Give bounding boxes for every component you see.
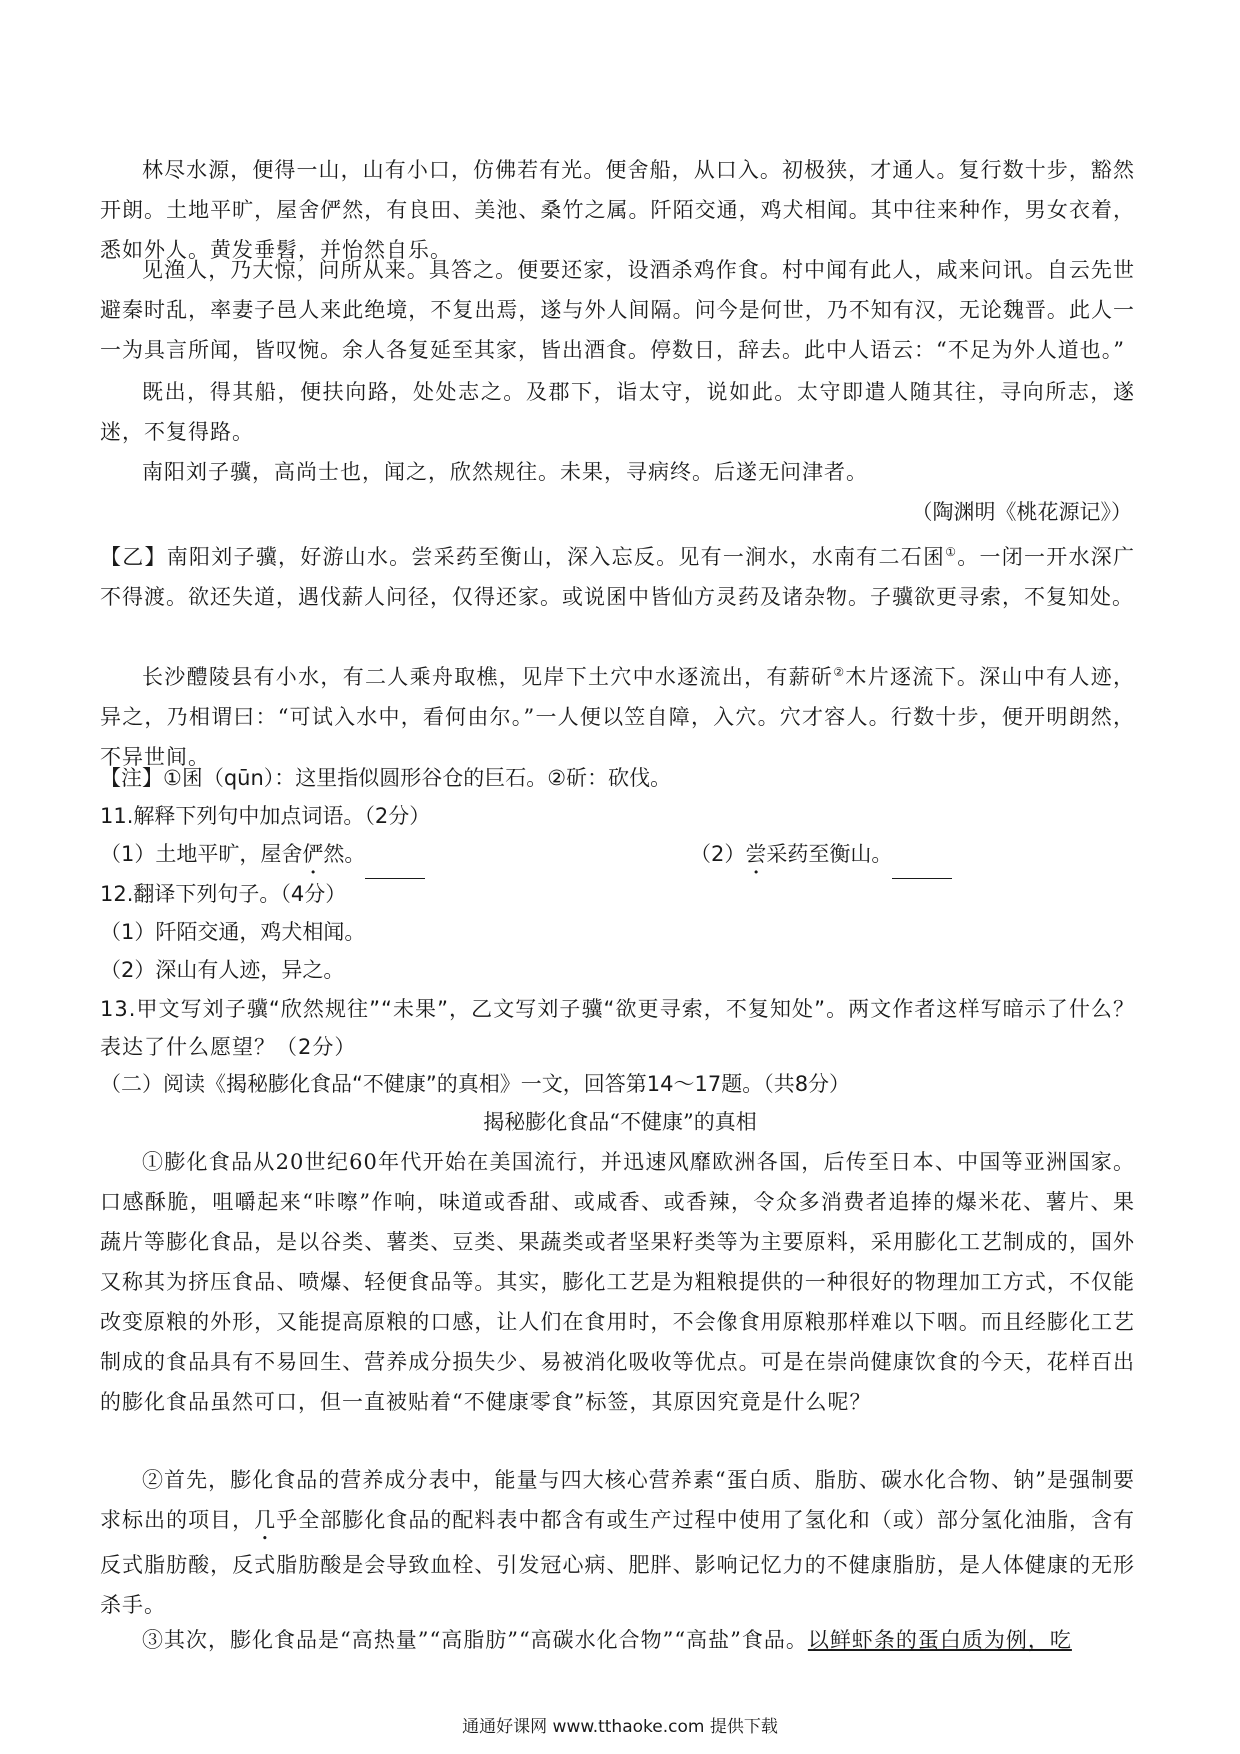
q11-2-dotted-word: 尝: [745, 842, 767, 866]
jia-paragraph-1: 林尽水源，便得一山，山有小口，仿佛若有光。便舍船，从口入。初极狭，才通人。复行数十步，豁然开朗。土地平旷，屋舍俨然，有良田、美池、桑竹之属。阡陌交通，鸡犬相闻。其中往来种作，男女衣着，悉如外人。黄发垂髫，并怡然自乐。: [100, 158, 1135, 262]
question-11: 11.解释下列句中加点词语。（2分）: [100, 804, 431, 828]
page-footer: 通通好课网 www.tthaoke.com 提供下载: [462, 1717, 778, 1737]
article-paragraph-2: [100, 1460, 1135, 1625]
question-12: 12.翻译下列句子。（4分）: [100, 882, 347, 906]
q11-2-pre: （2）: [690, 842, 746, 866]
article-p3-underlined-text: 以鲜虾条的蛋白质为例，吃: [807, 1628, 1072, 1652]
question-11-item-1: [100, 836, 425, 879]
article-p2-text-b: 乎全部膨化食品的配料表中都含有或生产过程中使用了氢化和（或）部分氢化油脂，含有反式脂肪酸，反式脂肪酸是会导致血栓、引发冠心病、肥胖、影响记忆力的不健康脂肪，是人体健康的无形杀手。: [100, 1508, 1136, 1617]
yi-p2-text-b: 木片逐流下。深山中有人迹，异之，乃相谓曰：“可试入水中，看何由尔。”一人便以笠自障，入穴。穴才容人。行数十步，便开明朗然，不异世间。: [100, 665, 1135, 769]
answer-blank-11-2[interactable]: [892, 856, 952, 879]
yi-paragraph-2: [100, 652, 1135, 777]
note-marker-2: ②: [833, 665, 846, 679]
q11-1-dotted-word: 俨: [302, 842, 324, 866]
article-paragraph-1: ①膨化食品从20世纪60年代开始在美国流行，并迅速风靡欧洲各国，后传至日本、中国等亚洲国家。口感酥脆，咀嚼起来“咔嚓”作响，味道或香甜、或咸香、或香辣，令众多消费者追捧的爆米花、薯片、果蔬片等膨化食品，是以谷类、薯类、豆类、果蔬类或者坚果籽类等为主要原料，采用膨化工艺制成的，国外又称其为挤压食品、喷爆、轻便食品等。其实，膨化工艺是为粗粮提供的一种很好的物理加工方式，不仅能改变原粮的外形，又能提高原粮的口感，让人们在食用时，不会像食用原粮那样难以下咽。而且经膨化工艺制成的食品具有不易回生、营养成分损失少、易被消化吸收等优点。可是在崇尚健康饮食的今天，花样百出的膨化食品虽然可口，但一直被贴着“不健康零食”标签，其原因究竟是什么呢？: [100, 1150, 1135, 1414]
q11-1-pre: （1）土地平旷，屋舍: [100, 842, 303, 866]
yi-label: 【乙】: [100, 545, 167, 569]
article-p3-text: ③其次，膨化食品是“高热量”“高脂肪”“高碳水化合物”“高盐”食品。: [142, 1628, 808, 1652]
question-12-item-1: （1）阡陌交通，鸡犬相闻。: [100, 920, 366, 944]
note-marker-1: ①: [945, 545, 958, 559]
article-paragraph-3: [100, 1620, 1135, 1660]
question-13: 13.甲文写刘子骥“欣然规往”“未果”，乙文写刘子骥“欲更寻索，不复知处”。两文作者这样写暗示了什么？表达了什么愿望？（2分）: [100, 997, 1135, 1059]
yi-p2-text-a: 长沙醴陵县有小水，有二人乘舟取樵，见岸下土穴中水逐流出，有薪斫: [142, 665, 834, 689]
yi-p1-text-a: 南阳刘子骥，好游山水。尝采药至衡山，深入忘反。见有一涧水，水南有二石囷: [166, 545, 946, 569]
yi-paragraph-1: [100, 532, 1135, 617]
section-2-intro: （二）阅读《揭秘膨化食品“不健康”的真相》一文，回答第14～17题。（共8分）: [100, 1072, 851, 1096]
question-12-item-2: （2）深山有人迹，异之。: [100, 958, 345, 982]
jia-paragraph-3: 既出，得其船，便扶向路，处处志之。及郡下，诣太守，说如此。太守即遣人随其往，寻向所志，遂迷，不复得路。: [100, 380, 1135, 444]
q11-1-post: 然。: [323, 842, 366, 866]
answer-blank-11-1[interactable]: [365, 856, 425, 879]
question-11-item-2: [690, 836, 952, 879]
yi-p1-text-b: 。一闭一开水深广不得渡。欲还失道，遇伐薪人问径，仅得还家。或说囷中皆仙方灵药及诸杂物。子骥欲更寻索，不复知处。: [100, 545, 1136, 609]
jia-paragraph-2: 见渔人，乃大惊，问所从来。具答之。便要还家，设酒杀鸡作食。村中闻有此人，咸来问讯。自云先世避秦时乱，率妻子邑人来此绝境，不复出焉，遂与外人间隔。问今是何世，乃不知有汉，无论魏晋。此人一一为具言所闻，皆叹惋。余人各复延至其家，皆出酒食。停数日，辞去。此中人语云：“不足为外人道也。”: [100, 258, 1135, 362]
jia-source: （陶渊明《桃花源记》）: [911, 500, 1132, 524]
article-p2-text-a: ②首先，膨化食品的营养成分表中，能量与四大核心营养素“蛋白质、脂肪、碳水化合物、钠”是强制要求标出的项目，: [100, 1468, 1135, 1532]
article-title: 揭秘膨化食品“不健康”的真相: [483, 1110, 757, 1134]
annotation-note: 【注】①囷（qūn）：这里指似圆形谷仓的巨石。②斫：砍伐。: [100, 766, 672, 790]
article-p2-dotted-word: 几: [254, 1508, 277, 1532]
q11-2-post: 采药至衡山。: [766, 842, 893, 866]
jia-paragraph-4: 南阳刘子骥，高尚士也，闻之，欣然规往。未果，寻病终。后遂无问津者。: [142, 460, 868, 484]
